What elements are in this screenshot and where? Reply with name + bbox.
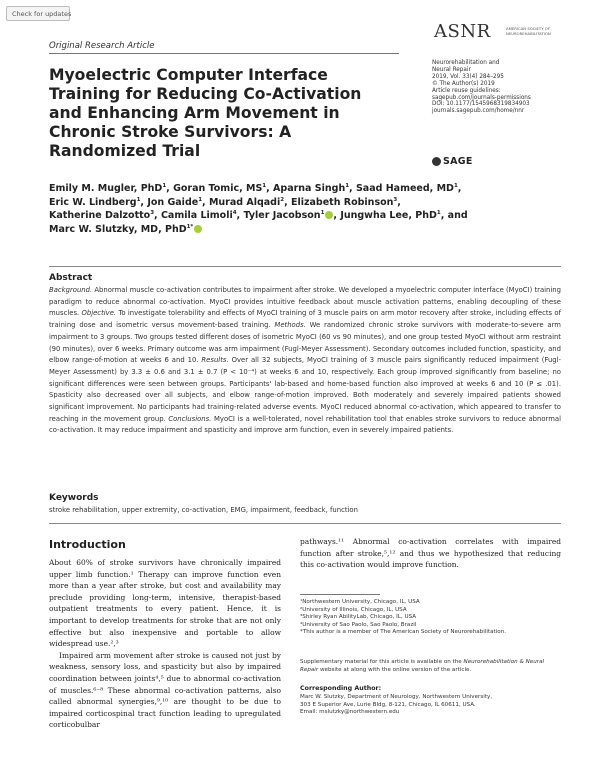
meta-link[interactable]: sagepub.com/journals-permissions xyxy=(432,94,531,101)
author-line: Eric W. Lindberg$^1$, Jon Gaide$^1$, Murad Alqadi$^2$, Elizabeth Robinson$^3$, xyxy=(49,196,401,208)
intro-left-column xyxy=(49,557,281,731)
affiliations-divider xyxy=(300,594,380,595)
abstract-heading: Abstract xyxy=(49,273,93,283)
abstract-divider xyxy=(49,266,561,267)
orcid-icon[interactable] xyxy=(325,211,333,219)
abstract-label: Background. xyxy=(49,286,93,294)
affiliation-note: *This author is a member of The American Society of Neurorehabilitation. xyxy=(300,629,507,636)
affiliations xyxy=(300,599,506,637)
corr-line: Marc W. Slutzky, Department of Neurology, Northwestern University, xyxy=(300,694,493,700)
keywords-list: stroke rehabilitation, upper extremity, co-activation, EMG, impairment, feedback, function xyxy=(49,506,358,514)
article-type: Original Research Article xyxy=(49,41,155,51)
introduction-heading: Introduction xyxy=(49,538,126,551)
abstract-label: Conclusions. xyxy=(168,414,212,423)
author-line: Marc W. Slutzky, MD, PhD$^{1*}$ xyxy=(49,223,499,237)
check-for-updates-badge[interactable] xyxy=(6,6,70,21)
intro-right-column: pathways.¹¹ Abnormal co-activation correlates with impaired function after stroke,⁵,¹² and thus we hypothesized that reducing this co-activation would improve function. xyxy=(300,537,561,570)
meta-line: 2019, Vol. 33(4) 284–295 xyxy=(432,73,504,80)
meta-line: Neurorehabilitation and xyxy=(432,60,500,66)
abstract-label: Methods. xyxy=(274,321,306,330)
author: Saad Hameed, MD xyxy=(355,183,454,194)
journal-meta xyxy=(432,60,531,115)
abstract-background: Abnormal muscle co-activation contributes to impairment after stroke. We developed a myoelectric computer interface (MyoCI) training paradigm to reduce abnormal co-activation. MyoCI provides intuitive feedback about muscle activation patterns, enabling decoupling of these muscles. xyxy=(49,286,561,318)
sage-logo xyxy=(432,156,473,167)
corresponding-author xyxy=(300,694,492,717)
author: Tyler Jacobson xyxy=(243,210,321,221)
corresponding-heading: Corresponding Author: xyxy=(300,685,382,692)
abstract-conclusions: MyoCI is a well-tolerated, novel rehabilitation tool that enables stroke survivors to reduce abnormal co-activation. It may reduce impairment and spasticity and improve arm function, even in severely impaired patients. xyxy=(49,414,561,435)
author: Murad Alqadi xyxy=(208,196,281,208)
author: Camila Limoli xyxy=(160,210,233,221)
keywords-divider xyxy=(49,523,561,524)
corr-email[interactable]: Email: mslutzky@northwestern.edu xyxy=(300,709,400,716)
affiliation: ²University of Illinois, Chicago, IL, USA xyxy=(300,606,407,613)
author: Goran Tomic, MS xyxy=(173,183,263,194)
author: Emily M. Mugler, PhD xyxy=(49,183,163,194)
author-line: Katherine Dalzotto$^3$, Camila Limoli$^4$, Tyler Jacobson$^1$ , Jungwha Lee, PhD$^1$, and xyxy=(49,209,468,221)
intro-paragraph: About 60% of stroke survivors have chronically impaired upper limb function.¹ Therapy can improve function even more than a year after stroke, but cost and availability may preclude providing long-term, intensive, therapist-based outpatient treatments to every patient. Hence, it is important to develop treatments for stroke that are not only effective but also inexpensive and portable to allow widespread use.²,³ xyxy=(49,558,281,649)
sage-wordmark: SAGE xyxy=(443,156,473,167)
author: Jon Gaide xyxy=(147,196,199,208)
author: Elizabeth Robinson xyxy=(290,196,394,208)
sage-mark-icon xyxy=(432,157,441,166)
author: Jungwha Lee, PhD xyxy=(340,210,437,221)
author: Aparna Singh xyxy=(273,183,346,194)
meta-line: © The Author(s) 2019 xyxy=(432,80,495,87)
abstract-methods: We randomized chronic stroke survivors with moderate-to-severe arm impairment to 3 groups. Two groups tested different doses of isometric MyoCI (60 vs 90 minutes), and one group tested MyoCI without arm restraint (90 minutes), over 6 weeks. Primary outcome was arm impairment (Fugl-Meyer Assessment). Secondary outcomes included function, spasticity, and elbow range-of-motion at weeks 6 and 10. xyxy=(49,321,561,365)
affiliation: ¹Northwestern University, Chicago, IL, USA xyxy=(300,599,420,605)
corr-line: 303 E Superior Ave, Lurie Bldg, 8-121, Chicago, IL 60611, USA. xyxy=(300,701,476,708)
logo-mark: ASNR xyxy=(434,21,491,42)
check-updates-label: Check for updates xyxy=(12,9,72,18)
affiliation: ³Shirley Ryan AbilityLab, Chicago, IL, USA xyxy=(300,614,417,621)
author-list xyxy=(49,182,499,236)
keywords-heading: Keywords xyxy=(49,493,99,503)
abstract-label: Objective. xyxy=(81,309,117,318)
abstract-body xyxy=(49,285,561,437)
affiliation: ⁴University of Sao Paolo, Sao Paolo, Brazil xyxy=(300,621,417,628)
journal-name: Neurorehabilitation & Neural Repair xyxy=(300,659,545,673)
orcid-icon[interactable] xyxy=(194,225,202,233)
meta-link[interactable]: journals.sagepub.com/home/nnr xyxy=(432,108,525,115)
author: Katherine Dalzotto xyxy=(49,210,151,221)
supplementary-note: Supplementary material for this article is available on the Neurorehabilitation & Neural Repair website at along with the online version of the article. xyxy=(300,659,545,673)
header-divider xyxy=(49,53,399,54)
intro-paragraph: Impaired arm movement after stroke is caused not just by weakness, sensory loss, and spasticity but also by impaired coordination between joints⁴,⁵ due to abnormal co-activation of muscles.⁶⁻⁸ These abnormal co-activation patterns, also called abnormal synergies,⁹,¹⁰ are thought to be due to impaired corticospinal tract function leading to upregulated corticobulbar xyxy=(49,650,281,730)
article-title: Myoelectric Computer Interface Training for Reducing Co-Activation and Enhancing Arm Movement in Chronic Stroke Survivors: A Randomized Trial xyxy=(49,66,362,160)
logo-subtitle: AMERICAN SOCIETY OF NEUROREHABILITATION xyxy=(506,26,551,36)
abstract-label: Results. xyxy=(201,356,229,365)
conjunction: and xyxy=(447,210,468,221)
abstract-objective: To investigate tolerability and effects of MyoCI training of 3 muscle pairs on arm motor recovery after stroke, including effects of training dose and isometric versus movement-based training. xyxy=(49,309,561,330)
meta-doi[interactable]: DOI: 10.1177/1545968319834903 xyxy=(432,101,530,108)
author-line: Emily M. Mugler, PhD$^1$, Goran Tomic, $MS^1$, Aparna Singh$^1$, Saad Hameed, $MD^1$, xyxy=(49,182,462,194)
meta-line: Neural Repair xyxy=(432,66,471,73)
meta-line: Article reuse guidelines: xyxy=(432,87,501,94)
author: Marc W. Slutzky, MD, PhD xyxy=(49,223,187,235)
asnr-logo xyxy=(434,22,559,56)
abstract-results: Over all 32 subjects, MyoCI training of 3 muscle pairs significantly reduced impairment (Fugl-Meyer Assessment) by 3.3 ± 0.6 and 3.1 ± 0.7 (P < 10⁻⁴) at weeks 6 and 10, respectively. Each group improved significantly from baseline; no significant differences were seen between groups. Participants' lab-based and home-based function also improved at weeks 6 and 10 (P ≤ .01). Spasticity also decreased over all subjects, and elbow range-of-motion improved. Both moderately and severely impaired patients showed significant improvement. No participants had training-related adverse events. MyoCI reduced abnormal co-activation, which appeared to transfer to reaching in the movement group. xyxy=(49,356,561,423)
author: Eric W. Lindberg xyxy=(49,196,137,208)
